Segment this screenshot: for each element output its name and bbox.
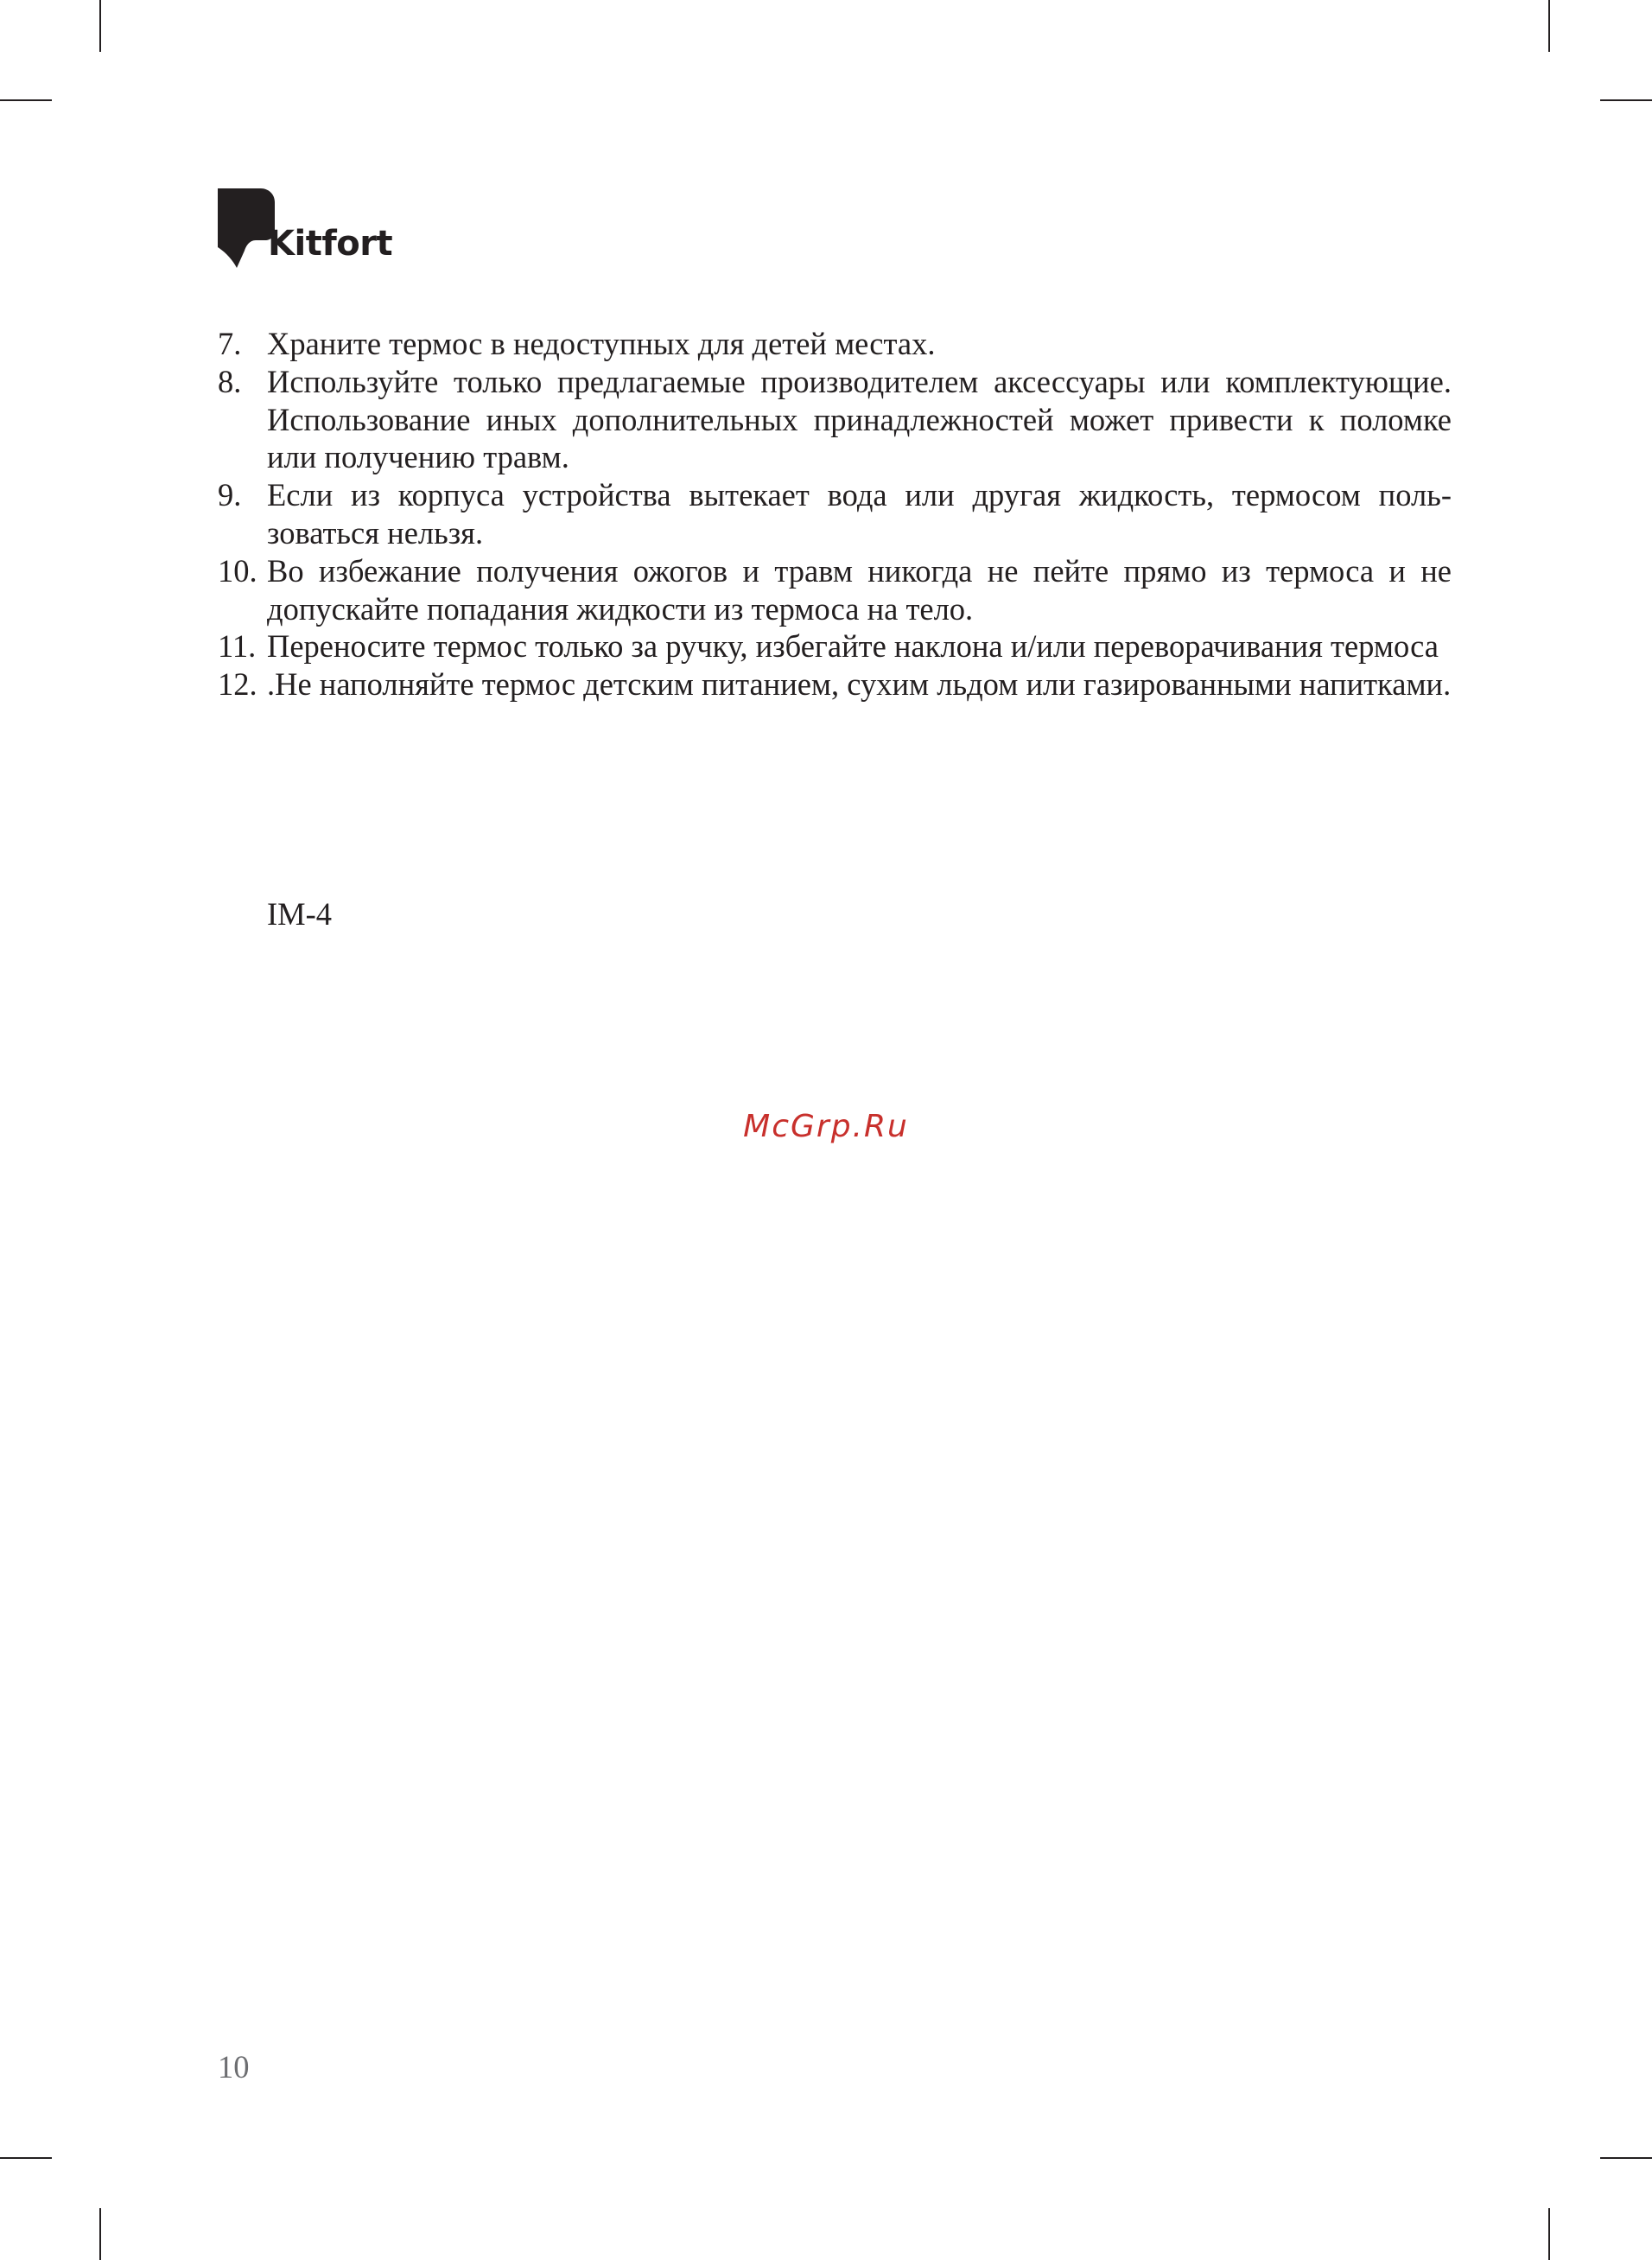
item-number: 9. <box>218 477 242 513</box>
item-number: 10. <box>218 552 257 589</box>
item-number: 11. <box>218 628 257 665</box>
crop-mark-bottom-left <box>99 2208 101 2260</box>
crop-mark-bottom-left-h <box>0 2157 52 2159</box>
list-item <box>218 363 1452 476</box>
list-item <box>218 552 1452 628</box>
item-number: 7. <box>218 326 242 361</box>
crop-mark-top-right <box>1548 0 1550 52</box>
crop-mark-bottom-right <box>1548 2208 1550 2260</box>
list-item <box>218 627 1452 665</box>
brand-name: Kitfort <box>268 224 393 264</box>
item-text: Во избежание получения ожогов и травм никогда не пейте прямо из термоса и не допускайте попадания жидкости из термоса на тело. <box>267 552 1452 627</box>
item-text: Используйте только предлагаемые производителем аксессуары или комплектующие. Использование иных дополнительных принадлежностей может привести к поломке или получению травм. <box>267 363 1452 475</box>
list-item <box>218 476 1452 552</box>
item-number: 12. <box>218 666 257 703</box>
model-code: IM-4 <box>267 896 333 932</box>
crop-mark-top-left-h <box>0 99 52 101</box>
item-text: Если из корпуса устройства вытекает вода или другая жидкость, термосом пользоваться нельзя. <box>267 477 1452 551</box>
list-item <box>218 665 1452 703</box>
item-text: .Не наполняйте термос детским питанием, сухим льдом или газированными напитками. <box>267 666 1452 703</box>
crop-mark-top-left <box>99 0 101 52</box>
crop-mark-top-right-h <box>1600 99 1652 101</box>
instruction-list <box>218 325 1452 703</box>
crop-mark-bottom-right-h <box>1600 2157 1652 2159</box>
item-text: Храните термос в недоступных для детей местах. <box>267 326 936 361</box>
watermark: McGrp.Ru <box>743 1109 909 1144</box>
item-number: 8. <box>218 363 242 399</box>
list-item <box>218 325 1452 363</box>
page-number: 10 <box>218 2049 250 2085</box>
kitfort-logo <box>218 188 391 271</box>
item-text: Переносите термос только за ручку, избегайте наклона и/или переворачивания термоса <box>267 628 1439 665</box>
